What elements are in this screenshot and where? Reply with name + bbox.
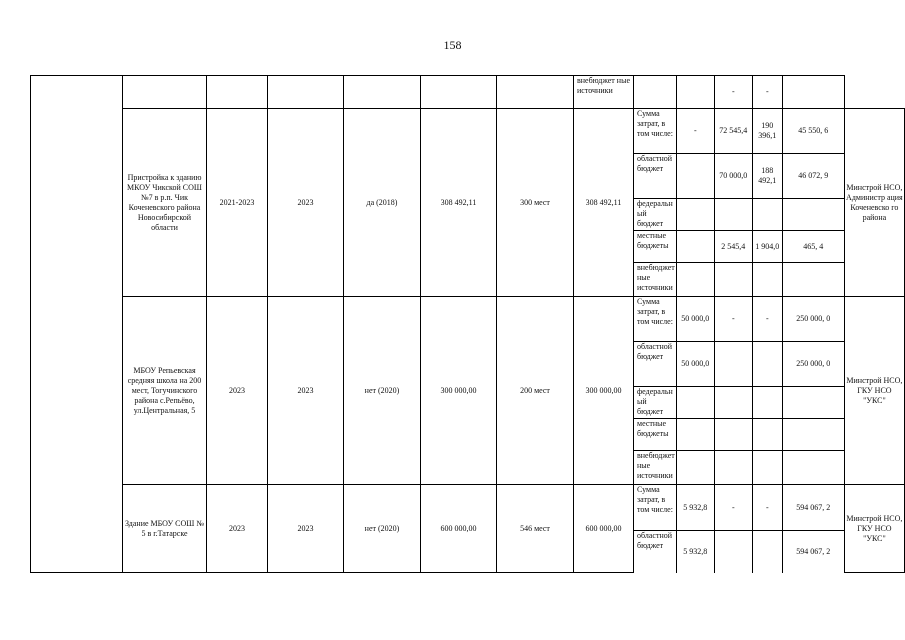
value-2022 <box>752 531 782 573</box>
value-2022: - <box>752 485 782 531</box>
object-name: Пристройка к зданию МКОУ Чикской СОШ №7 в р.п. Чик Коченевского района Новосибирской области <box>123 109 207 297</box>
table-row <box>31 485 905 531</box>
value-2021: 2 545,4 <box>714 231 752 263</box>
total-cost: 308 492,11 <box>574 109 634 297</box>
capacity: 300 мест <box>497 109 574 297</box>
design-docs: нет (2020) <box>344 485 421 573</box>
source-label: внебюджет ные источники <box>634 263 677 297</box>
value-2021: 72 545,4 <box>714 109 752 154</box>
source-label: Сумма затрат, в том числе: <box>634 297 677 342</box>
value-2021 <box>714 451 752 485</box>
value-2023: - <box>752 76 782 109</box>
value-2020: 5 932,8 <box>676 531 714 573</box>
table-row <box>31 297 905 342</box>
source-label: Сумма затрат, в том числе: <box>634 485 677 531</box>
responsible: Минстрой НСО, ГКУ НСО "УКС" <box>844 297 904 485</box>
value-2020 <box>676 154 714 199</box>
value-2020 <box>676 387 714 419</box>
investment-table <box>30 75 905 573</box>
value-2022 <box>752 419 782 451</box>
value-2022: 190 396,1 <box>752 109 782 154</box>
value-2021 <box>714 342 752 387</box>
total-cost: 600 000,00 <box>574 485 634 573</box>
value-2021: 70 000,0 <box>714 154 752 199</box>
value-2020 <box>676 263 714 297</box>
value-2020: 50 000,0 <box>676 342 714 387</box>
value-2020: 50 000,0 <box>676 297 714 342</box>
continuation-row <box>31 76 905 109</box>
design-docs: да (2018) <box>344 109 421 297</box>
completion-year: 2023 <box>268 297 344 485</box>
value-2022 <box>752 199 782 231</box>
value-2020 <box>676 419 714 451</box>
source-label: областной бюджет <box>634 154 677 199</box>
capacity: 200 мест <box>497 297 574 485</box>
object-name: МБОУ Репьевская средняя школа на 200 мест, Тогучинского района с.Репьёво, ул.Центральная, 5 <box>123 297 207 485</box>
design-docs: нет (2020) <box>344 297 421 485</box>
total-cost: 300 000,00 <box>574 297 634 485</box>
source-label: внебюджет ные источники <box>574 76 634 109</box>
source-label: Сумма затрат, в том числе: <box>634 109 677 154</box>
value-2022: - <box>752 297 782 342</box>
source-label: федеральн ый бюджет <box>634 387 677 419</box>
value-2021 <box>714 531 752 573</box>
left-margin-column <box>31 76 123 573</box>
value-2023 <box>782 199 844 231</box>
value-2023 <box>782 451 844 485</box>
object-name: Здание МБОУ СОШ № 5 в г.Татарске <box>123 485 207 573</box>
value-2022 <box>752 342 782 387</box>
value-2021: - <box>714 485 752 531</box>
capacity: 546 мест <box>497 485 574 573</box>
value-2023: 46 072, 9 <box>782 154 844 199</box>
value-2023: 594 067, 2 <box>782 485 844 531</box>
value-2021 <box>714 199 752 231</box>
source-label: внебюджет ные источники <box>634 451 677 485</box>
value-2023: 250 000, 0 <box>782 342 844 387</box>
value-2020: - <box>676 109 714 154</box>
value-2020: 5 932,8 <box>676 485 714 531</box>
construction-period: 2021-2023 <box>207 109 268 297</box>
value-2020 <box>676 231 714 263</box>
source-label: федеральн ый бюджет <box>634 199 677 231</box>
value-2021 <box>714 387 752 419</box>
source-label: местные бюджеты <box>634 231 677 263</box>
value-2023: 45 550, 6 <box>782 109 844 154</box>
source-label: областной бюджет <box>634 531 677 573</box>
source-label: областной бюджет <box>634 342 677 387</box>
table-row <box>31 109 905 154</box>
construction-period: 2023 <box>207 297 268 485</box>
completion-year: 2023 <box>268 109 344 297</box>
value-2022 <box>752 387 782 419</box>
value-2023: 594 067, 2 <box>782 531 844 573</box>
construction-period: 2023 <box>207 485 268 573</box>
value-2023: 250 000, 0 <box>782 297 844 342</box>
value-2022: - <box>714 76 752 109</box>
estimated-cost: 308 492,11 <box>421 109 497 297</box>
value-2022: 1 904,0 <box>752 231 782 263</box>
value-2022: 188 492,1 <box>752 154 782 199</box>
responsible: Минстрой НСО, Администр ация Коченевско го района <box>844 109 904 297</box>
value-2022 <box>752 451 782 485</box>
value-2020 <box>676 451 714 485</box>
estimated-cost: 600 000,00 <box>421 485 497 573</box>
value-2022 <box>752 263 782 297</box>
value-2023 <box>782 419 844 451</box>
value-2023: 465, 4 <box>782 231 844 263</box>
value-2020 <box>676 199 714 231</box>
page-number: 158 <box>443 38 462 52</box>
value-2021 <box>714 419 752 451</box>
value-2021: - <box>714 297 752 342</box>
estimated-cost: 300 000,00 <box>421 297 497 485</box>
value-2021 <box>714 263 752 297</box>
value-2023 <box>782 263 844 297</box>
completion-year: 2023 <box>268 485 344 573</box>
source-label: местные бюджеты <box>634 419 677 451</box>
responsible: Минстрой НСО, ГКУ НСО "УКС" <box>844 485 904 573</box>
value-2023 <box>782 387 844 419</box>
